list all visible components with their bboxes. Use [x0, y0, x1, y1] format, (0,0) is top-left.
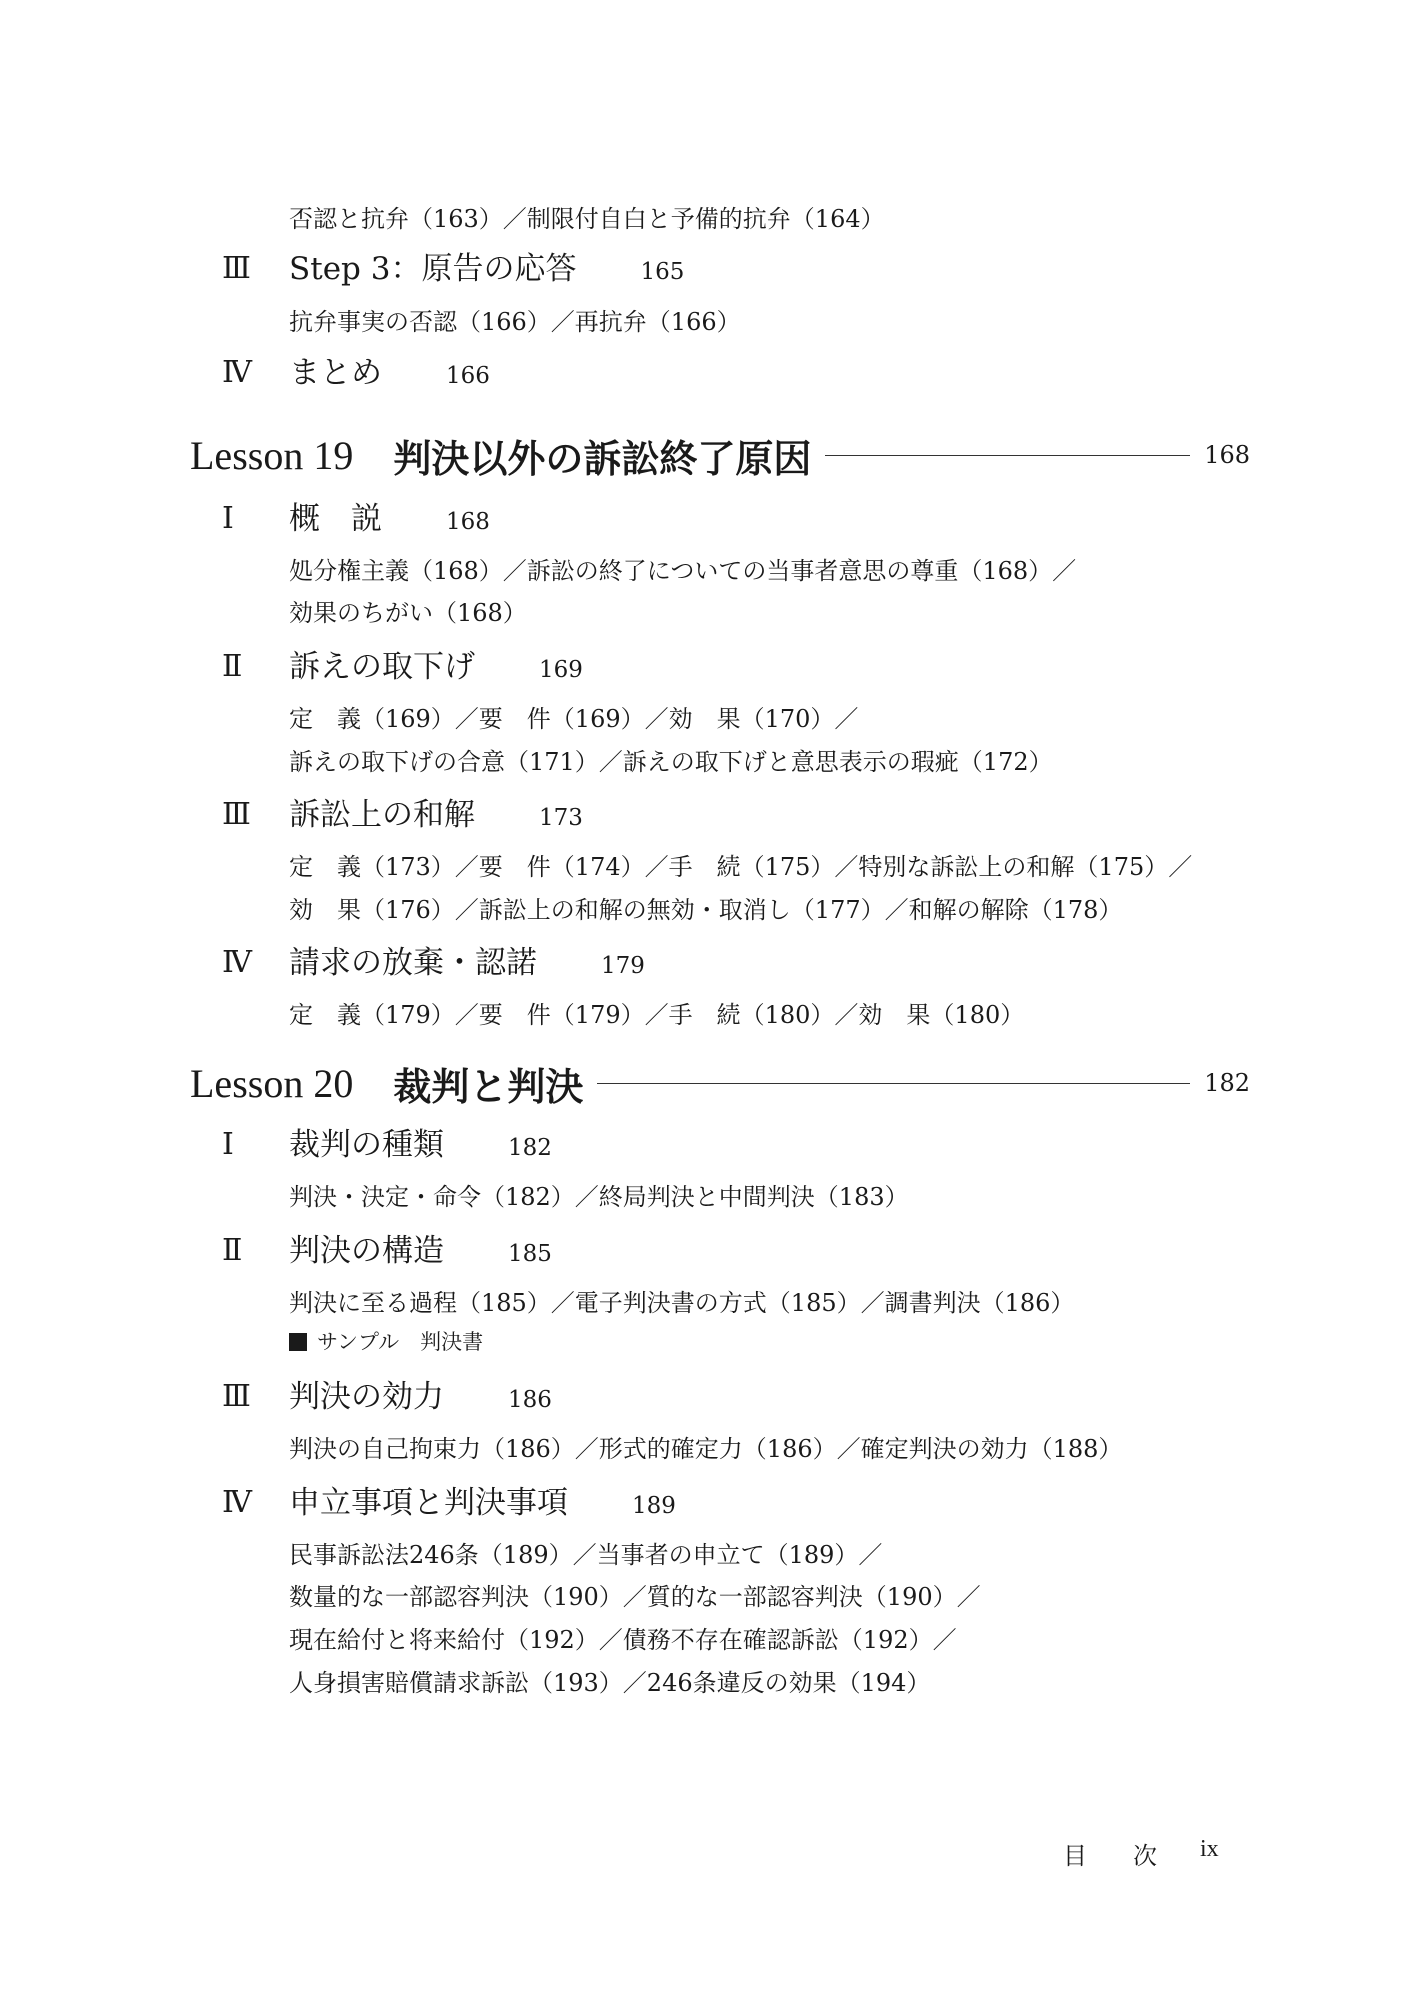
lesson-title: 裁判と判決	[393, 1063, 584, 1109]
lesson-page: 168	[1204, 441, 1250, 469]
toc-detail-line: 効 果（176）／訴訟上の和解の無効・取消し（177）／和解の解除（178）	[289, 896, 1123, 924]
section-title: 判決の効力	[289, 1379, 444, 1415]
lesson-label: Lesson 20	[190, 1060, 354, 1106]
section-entry[interactable]	[289, 796, 583, 837]
section-entry[interactable]	[289, 944, 645, 985]
section-page: 189	[632, 1493, 676, 1519]
section-entry[interactable]	[289, 1484, 676, 1525]
toc-detail-line: 抗弁事実の否認（166）／再抗弁（166）	[289, 308, 741, 336]
section-page: 166	[446, 363, 490, 389]
section-page: 185	[508, 1241, 552, 1267]
section-page: 169	[539, 657, 583, 683]
toc-detail-line: 民事訴訟法246条（189）／当事者の申立て（189）／	[289, 1541, 883, 1569]
section-page: 173	[539, 805, 583, 831]
toc-detail-line: 判決の自己拘束力（186）／形式的確定力（186）／確定判決の効力（188）	[289, 1435, 1123, 1463]
toc-detail-line: 人身損害賠償請求訴訟（193）／246条違反の効果（194）	[289, 1669, 931, 1697]
section-number: Ⅲ	[222, 798, 251, 831]
sample-label: サンプル 判決書	[317, 1330, 484, 1354]
lesson-label: Lesson 19	[190, 432, 354, 478]
section-number: Ⅰ	[222, 1128, 234, 1161]
running-footer-label: 目	[1063, 1842, 1087, 1870]
running-footer-label: 次	[1133, 1842, 1157, 1870]
section-number: Ⅲ	[222, 252, 251, 285]
section-title: 請求の放棄・認諾	[289, 945, 537, 981]
leader-rule	[597, 1083, 1190, 1084]
toc-detail-line: 否認と抗弁（163）／制限付自白と予備的抗弁（164）	[289, 205, 885, 233]
toc-detail-line: 定 義（179）／要 件（179）／手 続（180）／効 果（180）	[289, 1001, 1025, 1029]
section-title: まとめ	[289, 355, 382, 391]
section-entry[interactable]	[289, 648, 583, 689]
sample-marker-line[interactable]	[289, 1328, 483, 1356]
section-number: Ⅰ	[222, 502, 234, 535]
lesson-page: 182	[1204, 1069, 1250, 1097]
toc-detail-line: 訴えの取下げの合意（171）／訴えの取下げと意思表示の瑕疵（172）	[289, 748, 1053, 776]
section-page: 182	[508, 1135, 552, 1161]
section-title: 訴訟上の和解	[289, 797, 475, 833]
toc-detail-line: 数量的な一部認容判決（190）／質的な一部認容判決（190）／	[289, 1583, 981, 1611]
section-number: Ⅳ	[222, 946, 252, 979]
section-page: 168	[446, 509, 490, 535]
section-number: Ⅳ	[222, 1486, 252, 1519]
toc-detail-line: 判決・決定・命令（182）／終局判決と中間判決（183）	[289, 1183, 909, 1211]
toc-detail-line: 効果のちがい（168）	[289, 599, 527, 627]
leader-rule	[825, 455, 1190, 456]
lesson-heading[interactable]	[190, 430, 1250, 480]
section-title: 判決の構造	[289, 1233, 444, 1269]
section-page: 186	[508, 1387, 552, 1413]
section-title: Step 3：原告の応答	[289, 251, 577, 287]
section-entry[interactable]	[289, 250, 684, 291]
toc-detail-line: 定 義（169）／要 件（169）／効 果（170）／	[289, 705, 859, 733]
section-title: 概 説	[289, 501, 382, 537]
lesson-heading[interactable]	[190, 1058, 1250, 1108]
toc-detail-line: 判決に至る過程（185）／電子判決書の方式（185）／調書判決（186）	[289, 1289, 1075, 1317]
section-entry[interactable]	[289, 354, 490, 395]
section-entry[interactable]	[289, 1126, 552, 1167]
section-entry[interactable]	[289, 1232, 552, 1273]
section-entry[interactable]	[289, 1378, 552, 1419]
lesson-title: 判決以外の訴訟終了原因	[393, 435, 812, 481]
black-square-icon	[289, 1333, 307, 1351]
section-number: Ⅱ	[222, 1234, 243, 1267]
section-number: Ⅲ	[222, 1380, 251, 1413]
toc-detail-line: 現在給付と将来給付（192）／債務不存在確認訴訟（192）／	[289, 1626, 957, 1654]
section-page: 179	[601, 953, 645, 979]
section-title: 申立事項と判決事項	[289, 1485, 568, 1521]
page-number: ix	[1200, 1836, 1219, 1862]
section-title: 訴えの取下げ	[289, 649, 475, 685]
toc-detail-line: 処分権主義（168）／訴訟の終了についての当事者意思の尊重（168）／	[289, 557, 1077, 585]
toc-detail-line: 定 義（173）／要 件（174）／手 続（175）／特別な訴訟上の和解（175）／	[289, 853, 1193, 881]
section-entry[interactable]	[289, 500, 490, 541]
section-page: 165	[640, 259, 685, 285]
section-number: Ⅳ	[222, 356, 252, 389]
section-number: Ⅱ	[222, 650, 243, 683]
section-title: 裁判の種類	[289, 1127, 444, 1163]
